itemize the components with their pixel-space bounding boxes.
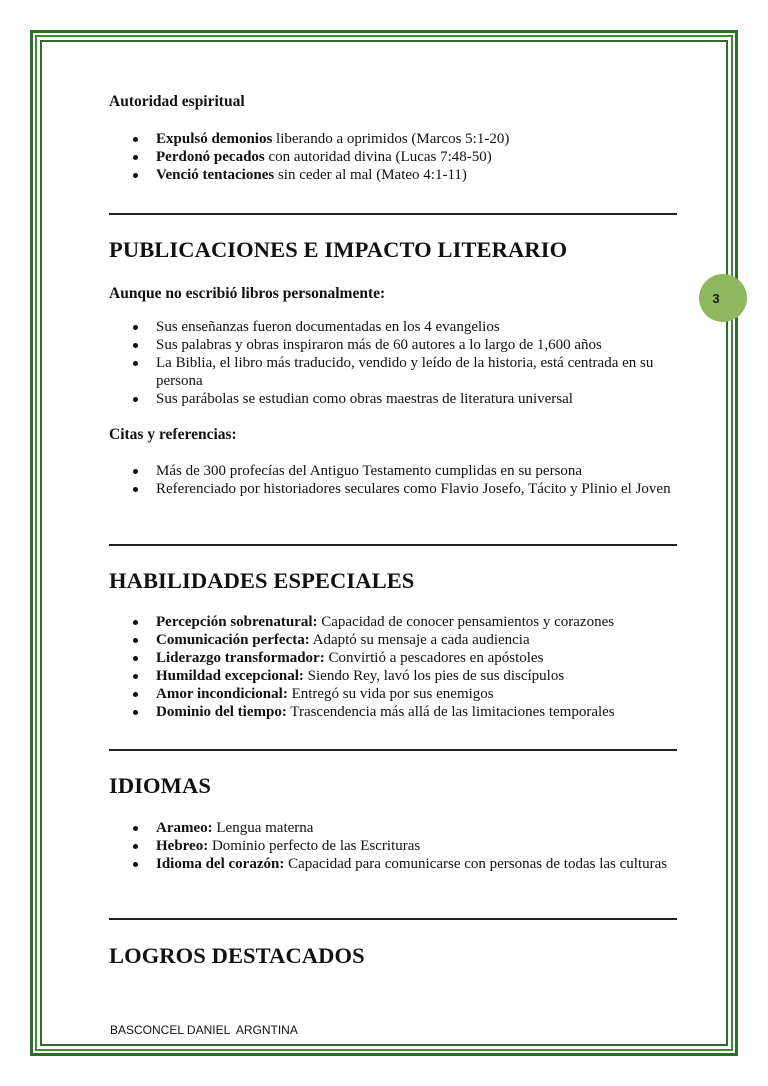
bullet-icon [133, 173, 138, 178]
section-divider [109, 918, 677, 920]
list-item: Liderazgo transformador: Convirtió a pescadores en apóstoles [109, 649, 677, 667]
logros-title: LOGROS DESTACADOS [109, 943, 365, 968]
idiomas-list [109, 819, 677, 873]
bullet-icon [133, 710, 138, 715]
bullet-icon [133, 325, 138, 330]
bullet-icon [133, 361, 138, 366]
page-footer: BASCONCEL DANIEL ARGNTINA [110, 1023, 298, 1037]
idiomas-title: IDIOMAS [109, 773, 211, 798]
bullet-icon [133, 620, 138, 625]
citas-list [109, 462, 677, 498]
publicaciones-list [109, 318, 677, 408]
list-item: Más de 300 profecías del Antiguo Testamento cumplidas en su persona [109, 462, 677, 480]
list-item: Dominio del tiempo: Trascendencia más allá de las limitaciones temporales [109, 703, 677, 721]
bullet-icon [133, 487, 138, 492]
list-item: Expulsó demonios liberando a oprimidos (Marcos 5:1-20) [109, 130, 677, 148]
list-item: Sus palabras y obras inspiraron más de 60 autores a lo largo de 1,600 años [109, 336, 677, 354]
list-item: Comunicación perfecta: Adaptó su mensaje a cada audiencia [109, 631, 677, 649]
autoridad-heading: Autoridad espiritual [109, 93, 245, 110]
bullet-icon [133, 862, 138, 867]
bullet-icon [133, 343, 138, 348]
bullet-icon [133, 155, 138, 160]
list-item: Amor incondicional: Entregó su vida por sus enemigos [109, 685, 677, 703]
list-item: Arameo: Lengua materna [109, 819, 677, 837]
list-item: Sus enseñanzas fueron documentadas en los 4 evangelios [109, 318, 677, 336]
list-item: Perdonó pecados con autoridad divina (Lucas 7:48-50) [109, 148, 677, 166]
publicaciones-subheading: Aunque no escribió libros personalmente: [109, 285, 386, 302]
list-item: La Biblia, el libro más traducido, vendido y leído de la historia, está centrada en su persona [109, 354, 677, 390]
list-item: Hebreo: Dominio perfecto de las Escrituras [109, 837, 677, 855]
bullet-icon [133, 638, 138, 643]
publicaciones-title: PUBLICACIONES E IMPACTO LITERARIO [109, 237, 568, 262]
habilidades-list [109, 613, 677, 721]
page-number: 3 [712, 290, 720, 306]
list-item: Percepción sobrenatural: Capacidad de conocer pensamientos y corazones [109, 613, 677, 631]
bullet-icon [133, 674, 138, 679]
habilidades-title: HABILIDADES ESPECIALES [109, 568, 415, 593]
page-border-inner [40, 40, 728, 1046]
section-divider [109, 213, 677, 215]
list-item: Referenciado por historiadores seculares como Flavio Josefo, Tácito y Plinio el Joven [109, 480, 677, 498]
list-item: Humildad excepcional: Siendo Rey, lavó los pies de sus discípulos [109, 667, 677, 685]
citas-subheading: Citas y referencias: [109, 426, 237, 443]
page-number-badge [699, 274, 747, 322]
bullet-icon [133, 844, 138, 849]
list-item: Idioma del corazón: Capacidad para comunicarse con personas de todas las culturas [109, 855, 677, 873]
bullet-icon [133, 692, 138, 697]
bullet-icon [133, 137, 138, 142]
list-item: Sus parábolas se estudian como obras maestras de literatura universal [109, 390, 677, 408]
autoridad-list [109, 130, 677, 184]
bullet-icon [133, 397, 138, 402]
bullet-icon [133, 826, 138, 831]
bullet-icon [133, 656, 138, 661]
section-divider [109, 544, 677, 546]
section-divider [109, 749, 677, 751]
list-item: Venció tentaciones sin ceder al mal (Mateo 4:1-11) [109, 166, 677, 184]
bullet-icon [133, 469, 138, 474]
